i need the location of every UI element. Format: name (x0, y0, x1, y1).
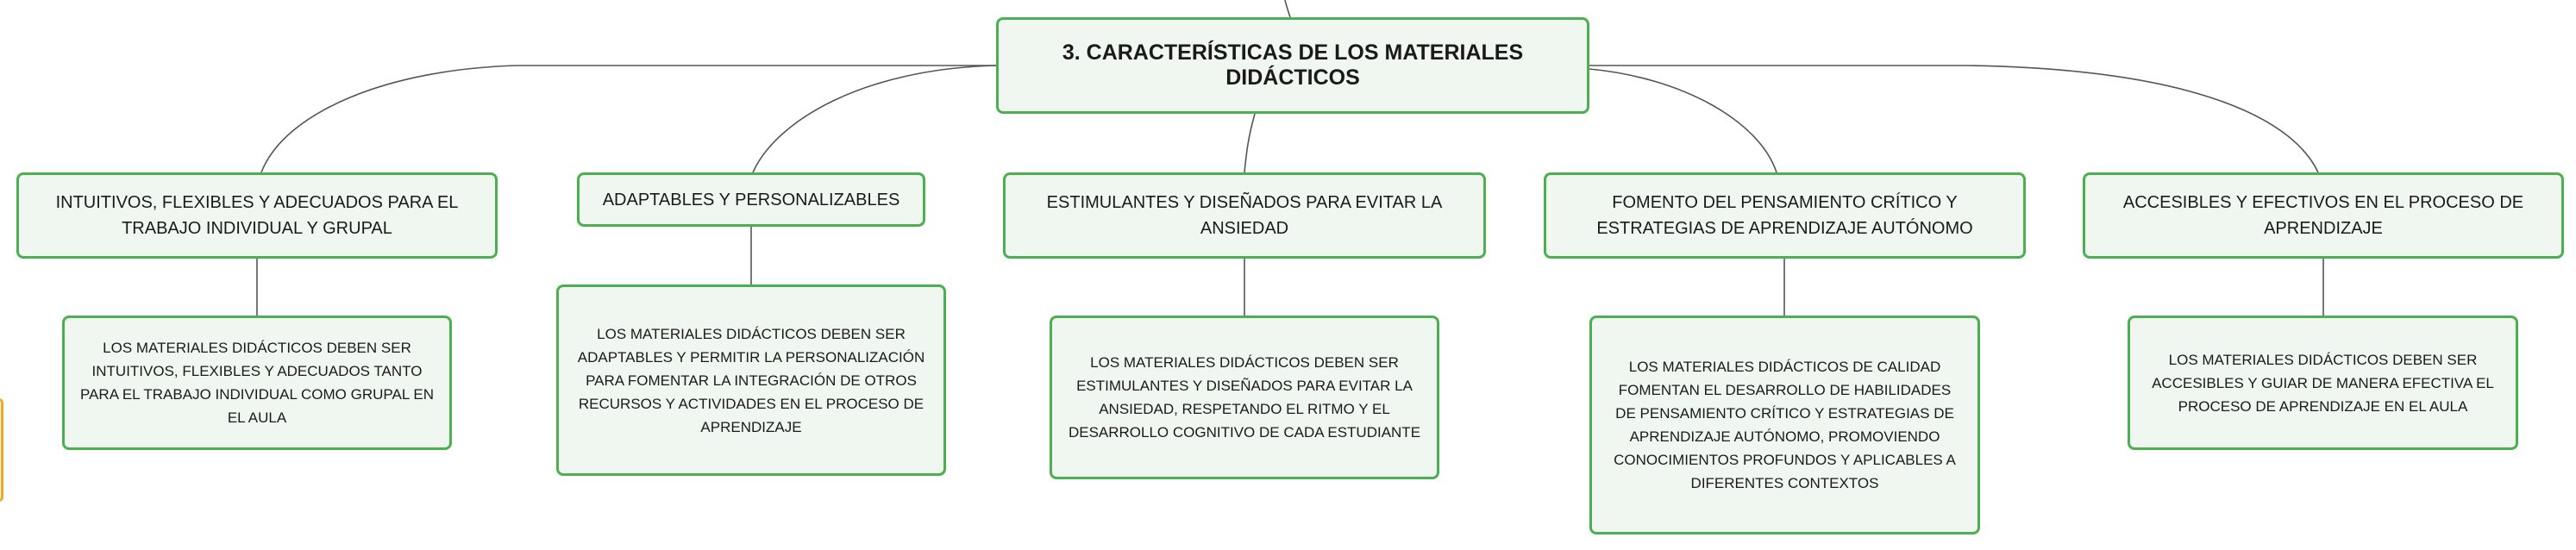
detail-topic-text: LOS MATERIALES DIDÁCTICOS DE CALIDAD FOMENTAN EL DESARROLLO DE HABILIDADES DE PENSAMIENTO CRÍTICO Y ESTRATEGIAS DE APRENDIZAJE AUTÓNOMO, PROMOVIENDO CONOCIMIENTOS PROFUNDOS Y APLICABLES A DIFERENTES CONTEXTOS (1614, 359, 1956, 491)
connector-root-branch-5 (1589, 66, 2318, 172)
branch-topic-2[interactable] (577, 172, 925, 227)
offscreen-topic-edge[interactable] (0, 398, 3, 502)
detail-topic-2[interactable] (556, 284, 946, 476)
detail-topic-5[interactable] (2128, 316, 2518, 450)
branch-topic-title: ADAPTABLES Y PERSONALIZABLES (602, 190, 900, 209)
detail-topic-3[interactable] (1050, 316, 1439, 479)
branch-topic-title: FOMENTO DEL PENSAMIENTO CRÍTICO Y ESTRATEGIAS DE APRENDIZAJE AUTÓNOMO (1596, 193, 1973, 238)
branch-topic-4[interactable] (1544, 172, 2026, 259)
detail-topic-text: LOS MATERIALES DIDÁCTICOS DEBEN SER ESTIMULANTES Y DISEÑADOS PARA EVITAR LA ANSIEDAD, RESPETANDO EL RITMO Y EL DESARROLLO COGNITIVO DE CADA ESTUDIANTE (1068, 354, 1421, 441)
detail-topic-text: LOS MATERIALES DIDÁCTICOS DEBEN SER INTUITIVOS, FLEXIBLES Y ADECUADOS TANTO PARA EL TRABAJO INDIVIDUAL COMO GRUPAL EN EL AULA (80, 340, 434, 426)
branch-topic-1[interactable] (16, 172, 498, 259)
root-topic[interactable] (996, 17, 1589, 114)
detail-topic-text: LOS MATERIALES DIDÁCTICOS DEBEN SER ACCESIBLES Y GUIAR DE MANERA EFECTIVA EL PROCESO DE APRENDIZAJE EN EL AULA (2152, 351, 2494, 415)
detail-topic-text: LOS MATERIALES DIDÁCTICOS DEBEN SER ADAPTABLES Y PERMITIR LA PERSONALIZACIÓN PARA FOMENTAR LA INTEGRACIÓN DE OTROS RECURSOS Y ACTIVIDADES EN EL PROCESO DE APRENDIZAJE (577, 325, 925, 435)
branch-topic-title: INTUITIVOS, FLEXIBLES Y ADECUADOS PARA EL TRABAJO INDIVIDUAL Y GRUPAL (55, 193, 459, 238)
connector-root-branch-2 (753, 66, 996, 172)
root-topic-title: 3. CARACTERÍSTICAS DE LOS MATERIALES DIDÁCTICOS (1062, 41, 1524, 90)
connector-root-branch-4 (1589, 69, 1777, 172)
connector-root-branch-3 (1244, 114, 1255, 172)
detail-topic-1[interactable] (62, 316, 452, 450)
branch-topic-title: ESTIMULANTES Y DISEÑADOS PARA EVITAR LA ANSIEDAD (1046, 193, 1443, 238)
branch-topic-title: ACCESIBLES Y EFECTIVOS EN EL PROCESO DE APRENDIZAJE (2122, 193, 2524, 238)
detail-topic-4[interactable] (1589, 316, 1980, 534)
branch-topic-3[interactable] (1003, 172, 1486, 259)
connector-parent (1285, 0, 1290, 17)
branch-topic-5[interactable] (2083, 172, 2564, 259)
